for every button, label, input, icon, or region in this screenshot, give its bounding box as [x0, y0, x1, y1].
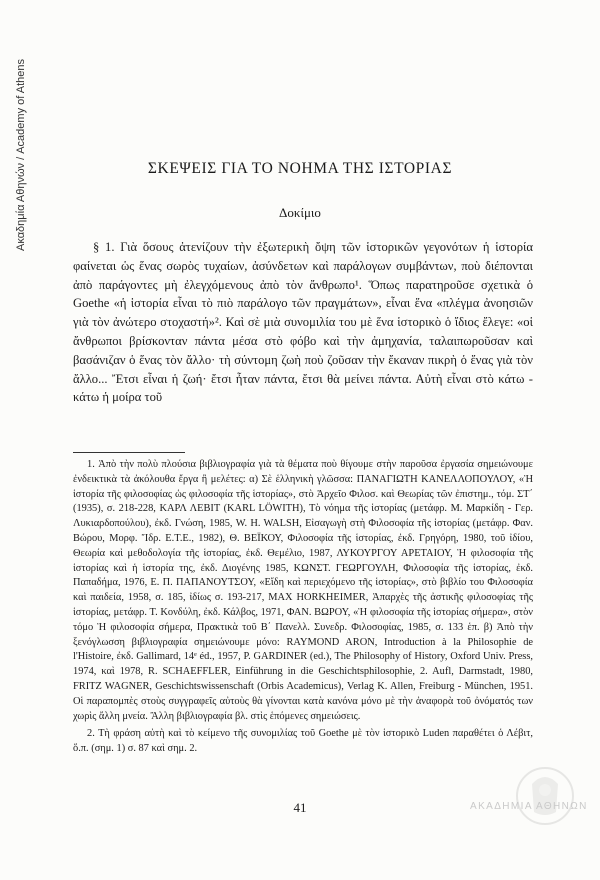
side-watermark — [12, 40, 30, 270]
seal-text: ΑΚΑΔΗΜΙΑ ΑΘΗΝΩΝ — [470, 801, 588, 812]
page-number: 41 — [293, 800, 307, 815]
page-title: ΣΚΕΨΕΙΣ ΓΙΑ ΤΟ ΝΟΗΜΑ ΤΗΣ ΙΣΤΟΡΙΑΣ — [147, 160, 453, 177]
paragraph: § 1. Γιὰ ὅσους ἀτενίζουν τὴν ἐξωτερικὴ ὄψη τῶν ἱστορικῶν γεγονότων ἡ ἱστορία φαίνεται ὡς ἕνας σωρὸς τυχαίων, ἀσύνδετων καὶ παράλογων συμβάντων, ποὺ διέπονται ἀπὸ παράγοντες μὴ ἐλεγχόμενους ἀπὸ τὸν ἄνθρωπο¹. Ὅπως παρατηροῦσε σχετικὰ ὁ Goethe «ἡ ἱστορία εἶναι τὸ πιὸ παράλογο τῶν πραγμάτων», εἶναι ἕνα «πλέγμα ἀνοησιῶν γιὰ τὸν ἀνώτερο στοχαστή»². Καὶ σὲ μιὰ συνομιλία του μὲ ἕνα ἱστορικὸ ὁ ἴδιος ἔλεγε: «οἱ ἄνθρωποι βρίσκονταν πάντα μέσα στὸ φόβο καὶ τὴν ἀμηχανία, ταλαιπωροῦσαν καὶ βασάνιζαν ὁ ἕνας τὸν ἄλλο· τὴ σύντομη ζωὴ ποὺ ζοῦσαν τὴν ἔκαναν πικρὴ ὁ ἕνας γιὰ τὸν ἄλλο... Ἔτσι εἶναι ἡ ζωή· ἔτσι ἦταν πάντα, ἔτσι θὰ μείνει πάντα. Αὐτὴ εἶναι στὸ κάτω - κάτω ἡ μοίρα τοῦ — [73, 240, 533, 405]
footnotes — [73, 458, 533, 760]
body-text — [73, 238, 533, 407]
article-subtitle: Δοκίμιο — [279, 205, 321, 220]
footnote-2: 2. Τὴ φράση αὐτὴ καὶ τὸ κείμενο τῆς συνομιλίας τοῦ Goethe μὲ τὸν ἱστορικὸ Luden παραθέτει ὁ Λέβιτ, ὅ.π. (σημ. 1) σ. 87 καὶ σημ. 2. — [73, 728, 533, 755]
footnote-1: 1. Ἀπὸ τὴν πολὺ πλούσια βιβλιογραφία γιὰ τὰ θέματα ποὺ θίγουμε στὴν παροῦσα ἐργασία σημειώνουμε ἐνδεικτικὰ τὰ ἀκόλουθα ἔργα ἢ μελέτες: α) Σὲ ἑλληνικὴ γλῶσσα: ΠΑΝΑΓΙΩΤΗ ΚΑΝΕΛΛΟΠΟΥΛΟΥ, «Ἡ ἱστορία τῆς φιλοσοφίας ὡς φιλοσοφία τῆς ἱστορίας», στὸ Ἀρχεῖο Φιλοσ. καὶ Θεωρίας τῶν ἐπιστημ., τόμ. ΣΤ΄ (1935), σ. 218-228, ΚΑΡΛ ΛΕΒΙΤ (KARL LÖWITH), Τὸ νόημα τῆς ἱστορίας (μετάφρ. Μ. Μαρκίδη - Γερ. Λυκιαρδοπούλου), ἐκδ. Γνώση, 1985, W. H. WALSH, Εἰσαγωγὴ στὴ Φιλοσοφία τῆς ἱστορίας (μετάφρ. Φαν. Βώρου, Μορφ. Ἴδρ. Ε.Τ.Ε., 1982), Θ. ΒΕΪΚΟΥ, Φιλοσοφία τῆς ἱστορίας, ἐκδ. Γρηγόρη, 1980, τοῦ ἰδίου, Θεωρία καὶ μεθοδολογία τῆς ἱστορίας, ἐκδ. Θεμέλιο, 1987, ΛΥΚΟΥΡΓΟΥ ΑΡΕΤΑΙΟΥ, Ἡ φιλοσοφία τῆς ἱστορίας καὶ ἡ ἱστορία της, ἐκδ. Διογένης 1985, ΚΩΝΣΤ. ΓΕΩΡΓΟΥΛΗ, Φιλοσοφία τῆς ἱστορίας, ἐκδ. Παπαδήμα, 1976, Ε. Π. ΠΑΠΑΝΟΥΤΣΟΥ, «Εἴδη καὶ περιεχόμενο τῆς ἱστορίας», στὸ βιβλίο του Φιλοσοφία καὶ παιδεία, 1958, σ. 185, ἰδίως σ. 193-217, MAX HORKHEIMER, Ἀπαρχὲς τῆς ἀστικῆς φιλοσοφίας τῆς ἱστορίας, μετάφρ. Τ. Κονδύλη, ἐκδ. Κάλβος, 1971, ΦΑΝ. ΒΩΡΟΥ, «Ἡ φιλοσοφία τῆς ἱστορίας σήμερα», στὸν τόμο Ἡ φιλοσοφία σήμερα, Πρακτικὰ τοῦ Β΄ Πανελλ. Συνεδρ. Φιλοσοφίας, 1985, σ. 133 ἑπ. β) Ἀπὸ τὴν ξενόγλωσση βιβλιογραφία σημειώνουμε μόνο: RAYMOND ARON, Introduction à la Philosophie de l'Histoire, ἐκδ. Gallimard, 14ᵉ éd., 1957, P. GARDINER (ed.), The Philosophy of History, Oxford Univ. Press, 1974, καὶ 1978, R. SCHAEFFLER, Einführung in die Geschichtsphilosophie, 2. Aufl, Darmstadt, 1980, FRITZ WAGNER, Geschichtswissenschaft (Orbis Academicus), Verlag K. Allen, Freiburg - München, 1951. Οἱ παραπομπὲς στοὺς συγγραφεῖς αὐτοὺς θὰ γίνονται κατὰ κανόνα μόνο μὲ τὴν ἀναφορὰ τοῦ ὀνόματός των χωρὶς ἄλλη μνεία. Ἄλλη βιβλιογραφία βλ. στὶς ἑπόμενες σημειώσεις. — [73, 459, 533, 722]
footnote-divider — [73, 452, 185, 453]
side-watermark-text: Ακαδημία Αθηνών / Academy of Athens — [15, 58, 27, 252]
